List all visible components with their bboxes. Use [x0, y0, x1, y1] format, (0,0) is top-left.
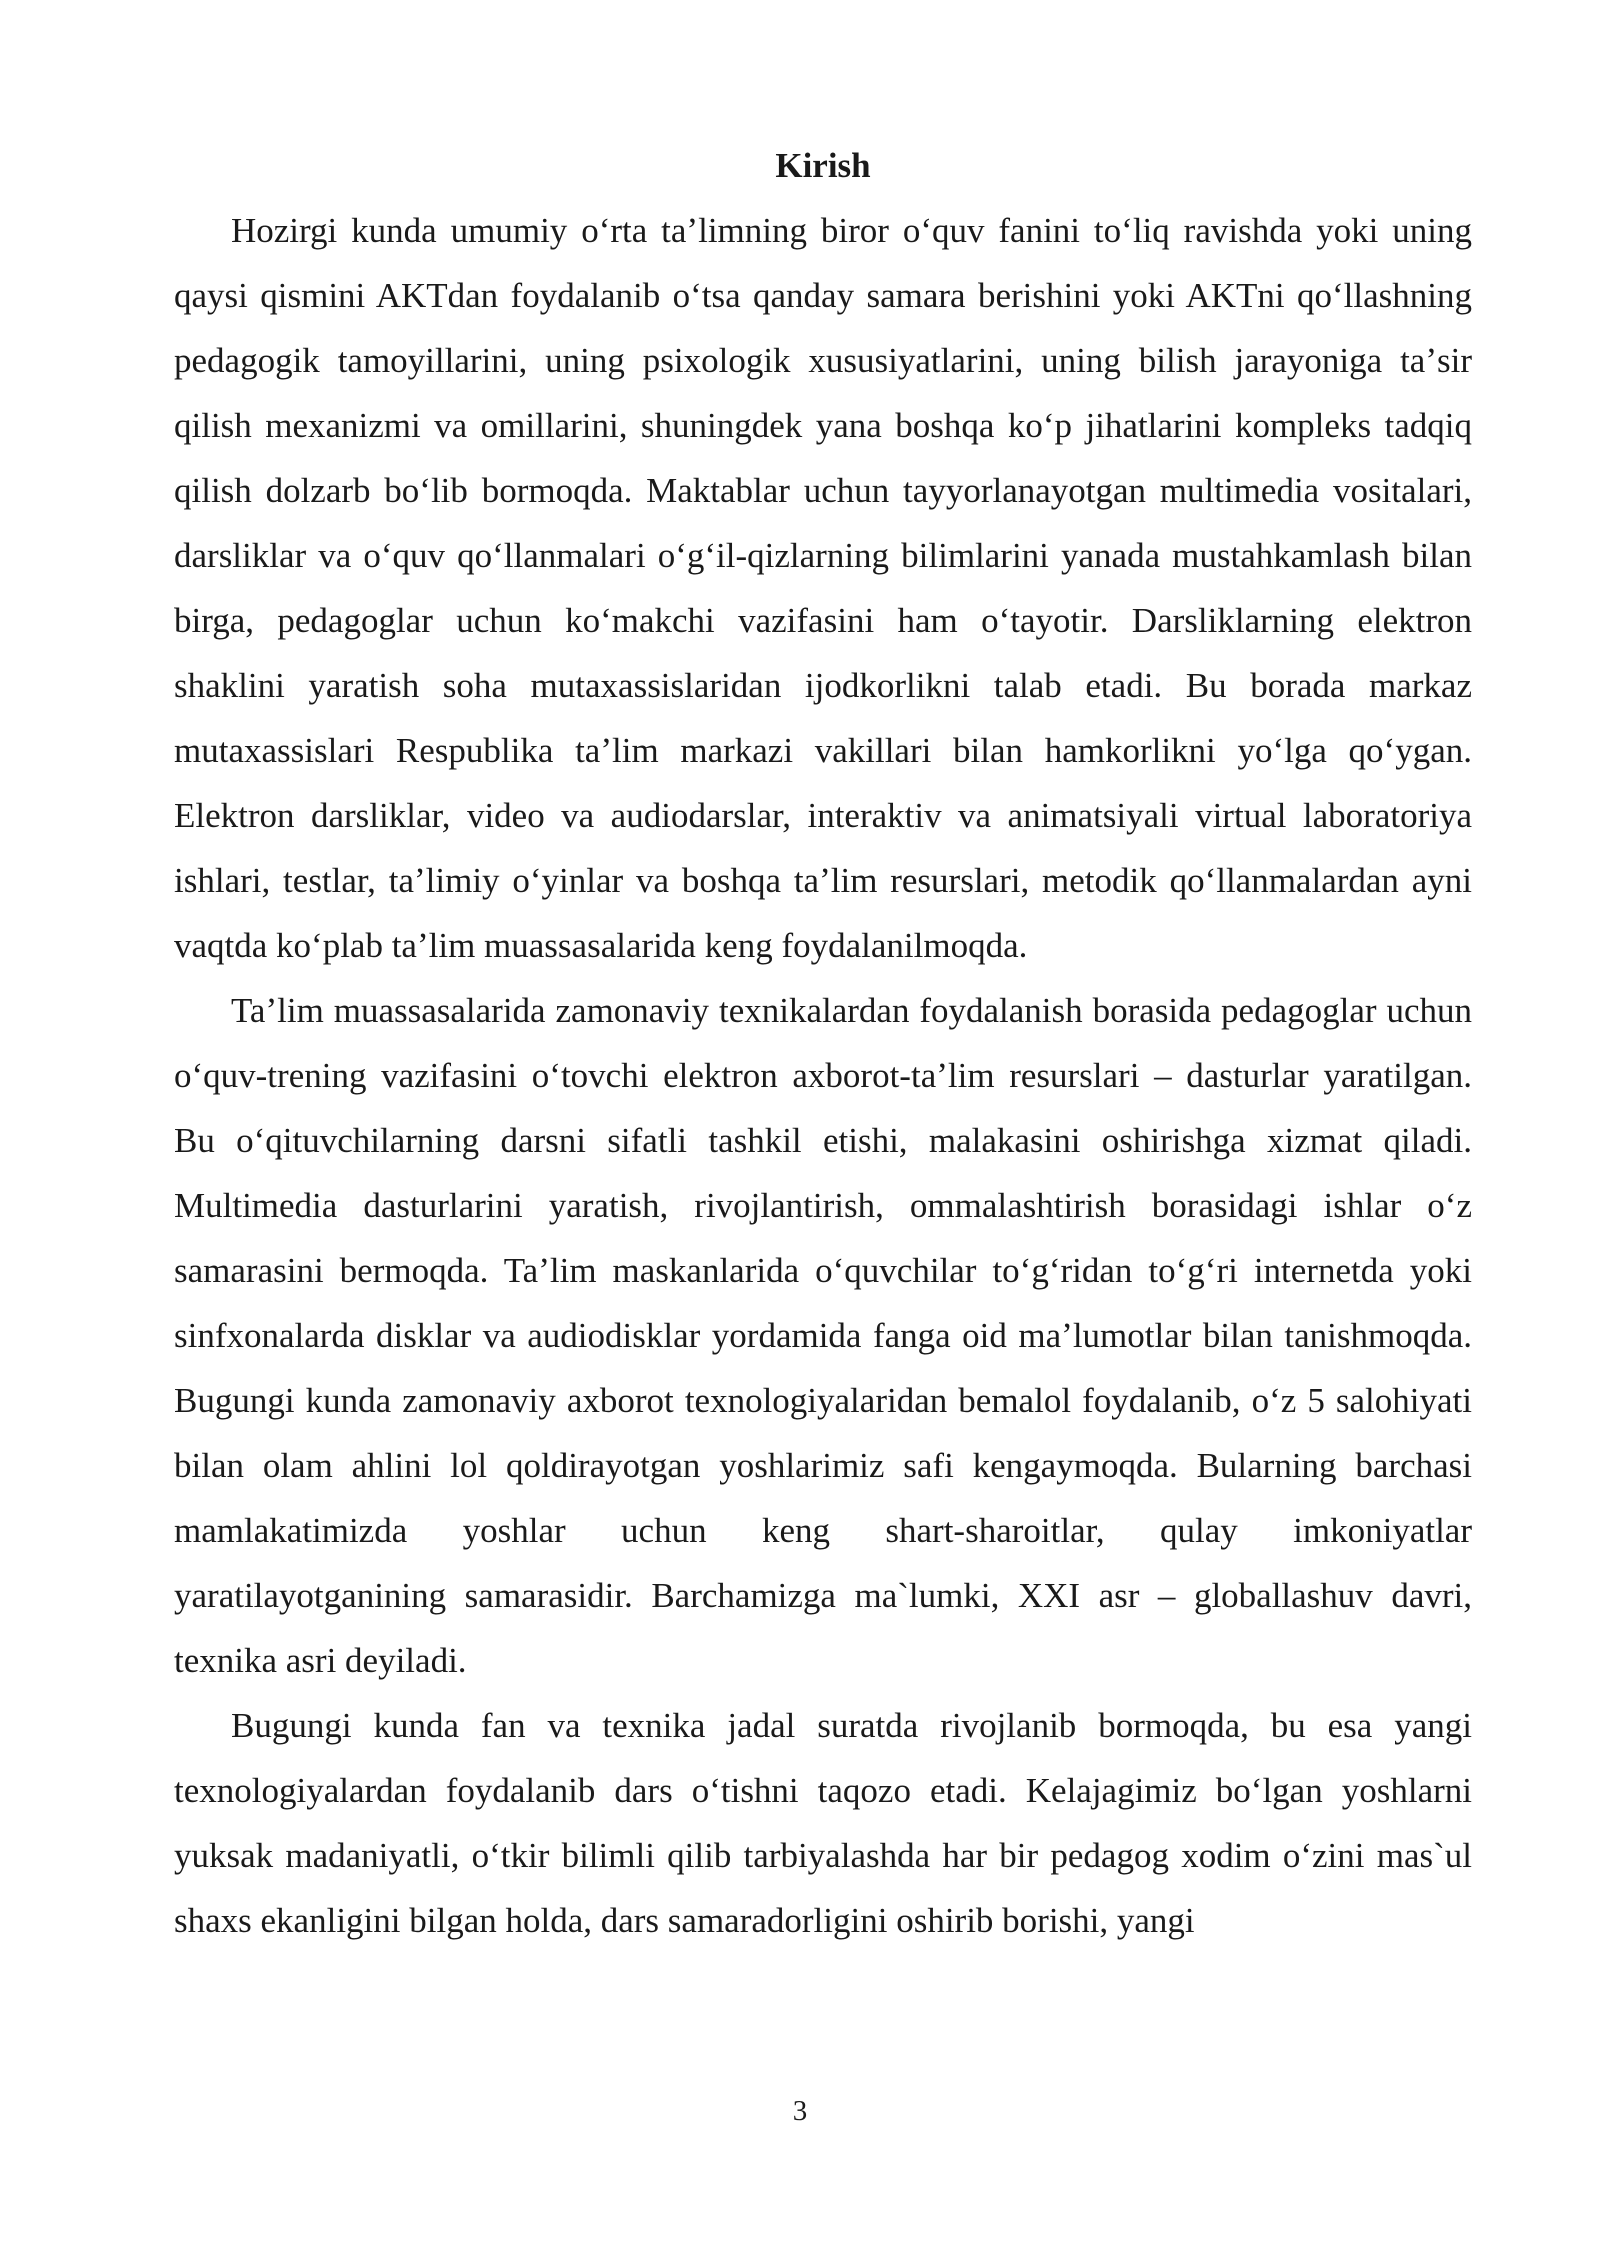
paragraph-2: Taʼlim muassasalarida zamonaviy texnikalardan foydalanish borasida pedagoglar uchun oʻquv-trening vazifasini oʻtovchi elektron axborot-taʼlim resurslari – dasturlar yaratilgan. Bu oʻqituvchilarning darsni sifatli tashkil etishi, malakasini oshirishga xizmat qiladi. Multimedia dasturlarini yaratish, rivojlantirish, ommalashtirish borasidagi ishlar oʻz samarasini bermoqda. Taʼlim maskanlarida oʻquvchilar toʻgʻridan toʻgʻri internetda yoki sinfxonalarda disklar va audiodisklar yordamida fanga oid maʼlumotlar bilan tanishmoqda. Bugungi kunda zamonaviy axborot texnologiyalaridan bemalol foydalanib, oʻz 5 salohiyati bilan olam ahlini lol qoldirayotgan yoshlarimiz safi kengaymoqda. Bularning barchasi mamlakatimizda yoshlar uchun keng shart-sharoitlar, qulay imkoniyatlar yaratilayotganining samarasidir. Barchamizga ma`lumki, XXI asr – globallashuv davri, texnika asri deyiladi.: [174, 991, 1472, 1680]
page-content: [174, 142, 1472, 1953]
paragraph-3: Bugungi kunda fan va texnika jadal suratda rivojlanib bormoqda, bu esa yangi texnologiyalardan foydalanib dars oʻtishni taqozo etadi. Kelajagimiz boʻlgan yoshlarni yuksak madaniyatli, oʻtkir bilimli qilib tarbiyalashda har bir pedagog xodim oʻzini mas`ul shaxs ekanligini bilgan holda, dars samaradorligini oshirib borishi, yangi: [174, 1706, 1472, 1940]
page-number: 3: [792, 2095, 808, 2127]
page-title: Kirish: [775, 146, 871, 185]
paragraph-1: Hozirgi kunda umumiy oʻrta taʼlimning biror oʻquv fanini toʻliq ravishda yoki uning qaysi qismini AKTdan foydalanib oʻtsa qanday samara berishini yoki AKTni qoʻllashning pedagogik tamoyillarini, uning psixologik xususiyatlarini, uning bilish jarayoniga taʼsir qilish mexanizmi va omillarini, shuningdek yana boshqa koʻp jihatlarini kompleks tadqiq qilish dolzarb boʻlib bormoqda. Maktablar uchun tayyorlanayotgan multimedia vositalari, darsliklar va oʻquv qoʻllanmalari oʻgʻil-qizlarning bilimlarini yanada mustahkamlash bilan birga, pedagoglar uchun koʻmakchi vazifasini ham oʻtayotir. Darsliklarning elektron shaklini yaratish soha mutaxassislaridan ijodkorlikni talab etadi. Bu borada markaz mutaxassislari Respublika taʼlim markazi vakillari bilan hamkorlikni yoʻlga qoʻygan. Elektron darsliklar, video va audiodarslar, interaktiv va animatsiyali virtual laboratoriya ishlari, testlar, taʼlimiy oʻyinlar va boshqa taʼlim resurslari, metodik qoʻllanmalardan ayni vaqtda koʻplab taʼlim muassasalarida keng foydalanilmoqda.: [174, 211, 1472, 965]
